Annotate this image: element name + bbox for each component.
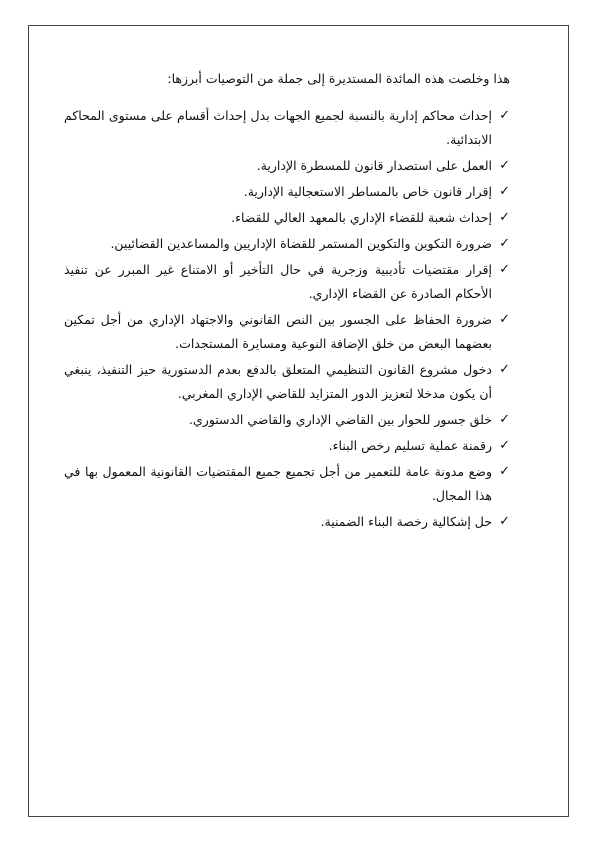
recommendations-list: [64, 104, 510, 534]
list-item: [64, 258, 510, 306]
recommendation-text: العمل على استصدار قانون للمسطرة الإدارية.: [256, 158, 492, 173]
list-item: [64, 358, 510, 406]
intro-paragraph: هذا وخلصت هذه المائدة المستديرة إلى جملة من التوصيات أبرزها:: [167, 71, 510, 86]
list-item: [64, 180, 510, 204]
check-icon: ✓: [499, 108, 510, 123]
recommendation-text: ضرورة التكوين والتكوين المستمر للقضاة الإداريين والمساعدين القضائيين.: [110, 236, 492, 251]
list-item: [64, 510, 510, 534]
recommendation-text: وضع مدونة عامة للتعمير من أجل تجميع جميع المقتضيات القانونية المعمول بها في هذا المجال.: [64, 464, 492, 503]
check-icon: ✓: [499, 412, 510, 427]
list-item: [64, 232, 510, 256]
check-icon: ✓: [499, 312, 510, 327]
check-icon: ✓: [499, 438, 510, 453]
list-item: [64, 460, 510, 508]
recommendation-text: رقمنة عملية تسليم رخص البناء.: [328, 438, 492, 453]
check-icon: ✓: [499, 158, 510, 173]
list-item: [64, 308, 510, 356]
check-icon: ✓: [499, 464, 510, 479]
recommendation-text: إحداث شعبة للقضاء الإداري بالمعهد العالي للقضاء.: [231, 210, 492, 225]
recommendation-text: إقرار مقتضيات تأديبية وزجرية في حال التأخير أو الامتناع غير المبرر عن تنفيذ الأحكام الصادرة عن القضاء الإداري.: [64, 262, 492, 301]
recommendation-text: إقرار قانون خاص بالمساطر الاستعجالية الإدارية.: [243, 184, 492, 199]
list-item: [64, 104, 510, 152]
recommendation-text: دخول مشروع القانون التنظيمي المتعلق بالدفع بعدم الدستورية حيز التنفيذ، ينبغي أن يكون مدخلا لتعزيز الدور المتزايد للقاضي الإداري المغربي.: [64, 362, 492, 401]
check-icon: ✓: [499, 362, 510, 377]
check-icon: ✓: [499, 514, 510, 529]
list-item: [64, 408, 510, 432]
list-item: [64, 434, 510, 458]
recommendation-text: ضرورة الحفاظ على الجسور بين النص القانوني والاجتهاد الإداري من أجل تمكين بعضهما البعض من خلق الإضافة النوعية ومسايرة المستجدات.: [64, 312, 492, 351]
recommendation-text: إحداث محاكم إدارية بالنسبة لجميع الجهات بدل إحداث أقسام على مستوى المحاكم الابتدائية.: [64, 108, 492, 147]
document-body: [64, 68, 510, 536]
list-item: [64, 154, 510, 178]
check-icon: ✓: [499, 184, 510, 199]
recommendation-text: حل إشكالية رخصة البناء الضمنية.: [320, 514, 492, 529]
recommendation-text: خلق جسور للحوار بين القاضي الإداري والقاضي الدستوري.: [189, 412, 492, 427]
check-icon: ✓: [499, 210, 510, 225]
list-item: [64, 206, 510, 230]
check-icon: ✓: [499, 236, 510, 251]
check-icon: ✓: [499, 262, 510, 277]
